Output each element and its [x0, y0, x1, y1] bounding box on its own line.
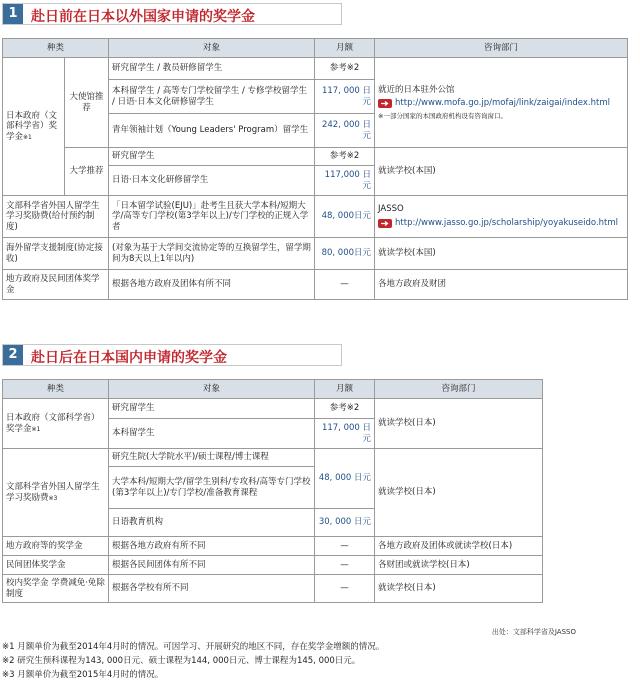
table-row — [3, 399, 543, 419]
gov-undergrad-target: 本科留学生 — [109, 419, 315, 449]
mext-contact: 就读学校(日本) — [375, 449, 543, 537]
table-row — [3, 196, 628, 238]
overseas-label: 海外留学支援制度(协定接收) — [3, 238, 109, 270]
overseas-amount: 80, 000日元 — [315, 238, 375, 270]
header-contact: 咨询部门 — [375, 380, 543, 399]
footnote-2: ※2 研究生预科课程为143, 000日元、硕士课程为144, 000日元、博士课程为145, 000日元。 — [2, 656, 361, 666]
embassy-link[interactable]: http://www.mofa.go.jp/mofaj/link/zaigai/index.html — [378, 98, 624, 109]
univ-label: 大学推荐 — [65, 148, 109, 196]
local-amount: — — [315, 270, 375, 300]
young-leaders-target: 青年领袖计划（Young Leaders' Program）留学生 — [109, 114, 315, 148]
section2-table — [2, 379, 543, 603]
school-label: 校内奖学金 学费减免·免除制度 — [3, 575, 109, 603]
section1-header — [2, 3, 342, 25]
table-row — [3, 238, 628, 270]
header-target: 对象 — [109, 39, 315, 58]
header-amount: 月额 — [315, 39, 375, 58]
table-row — [3, 449, 543, 467]
table-row — [3, 537, 543, 556]
undergrad-target: 本科留学生 / 高等专门学校留学生 / 专修学校留学生 / 日语·日本文化研修留学生 — [109, 80, 315, 114]
jasso-link[interactable]: http://www.jasso.go.jp/scholarship/yoyakuseido.html — [378, 218, 624, 229]
mext-label: 文部科学省外国人留学生学习奖励费(给付预约制度) — [3, 196, 109, 238]
univ-contact: 就读学校(本国) — [375, 148, 628, 196]
univ-jp-target: 日语·日本文化研修留学生 — [109, 166, 315, 196]
local-label: 地方政府等的奖学金 — [3, 537, 109, 556]
gov-research-target: 研究留学生 — [109, 399, 315, 419]
school-target: 根据各学校有所不同 — [109, 575, 315, 603]
research-amount: 参考※2 — [315, 58, 375, 80]
header-type: 种类 — [3, 380, 109, 399]
local-target: 根据各地方政府及团体有所不同 — [109, 270, 315, 300]
mext-undergrad-target: 大学本科/短期大学/留学生别科/专攻科/高等专门学校(第3学年以上)/专门学校/准备教育课程 — [109, 467, 315, 509]
section1-table — [2, 38, 628, 300]
overseas-target: (对象为基于大学间交流协定等的互换留学生，留学期间为8天以上1年以内) — [109, 238, 315, 270]
private-target: 根据各民间团体有所不同 — [109, 556, 315, 575]
header-amount: 月额 — [315, 380, 375, 399]
mext-target: 「日本留学试验(EJU)」赴考生且获大学本科/短期大学/高等专门学校(第3学年以上)/专门学校的正规入学者 — [109, 196, 315, 238]
gov-contact: 就读学校(日本) — [375, 399, 543, 449]
local-amount: — — [315, 537, 375, 556]
overseas-contact: 就读学校(本国) — [375, 238, 628, 270]
mext-grad-target: 研究生院(大学院水平)/硕士课程/博士课程 — [109, 449, 315, 467]
school-contact: 就读学校(日本) — [375, 575, 543, 603]
table-row — [3, 270, 628, 300]
local-contact: 各地方政府及团体或就读学校(日本) — [375, 537, 543, 556]
embassy-label: 大使馆推荐 — [65, 58, 109, 148]
local-target: 根据各地方政府有所不同 — [109, 537, 315, 556]
section2-title: 赴日后在日本国内申请的奖学金 — [31, 350, 227, 366]
section1-header-row — [3, 39, 628, 58]
gov-research-amount: 参考※2 — [315, 399, 375, 419]
section1-title: 赴日前在日本以外国家申请的奖学金 — [31, 9, 255, 25]
mext-amount: 48, 000日元 — [315, 196, 375, 238]
school-amount: — — [315, 575, 375, 603]
gov-scholarship-label: 日本政府（文部科学省）奖学金※1 — [3, 399, 109, 449]
local-label: 地方政府及民间团体奖学金 — [3, 270, 109, 300]
univ-jp-amount: 117,000 日元 — [315, 166, 375, 196]
table-row — [3, 58, 628, 80]
table-row — [3, 556, 543, 575]
undergrad-amount: 117, 000 日元 — [315, 80, 375, 114]
mext-amount: 48, 000 日元 — [315, 449, 375, 509]
header-type: 种类 — [3, 39, 109, 58]
univ-research-amount: 参考※2 — [315, 148, 375, 166]
mext-contact: JASSO http://www.jasso.go.jp/scholarship/yoyakuseido.html — [375, 196, 628, 238]
header-target: 对象 — [109, 380, 315, 399]
private-contact: 各财团或就读学校(日本) — [375, 556, 543, 575]
mext-jp-amount: 30, 000 日元 — [315, 509, 375, 537]
arrow-link-icon — [378, 219, 392, 228]
young-leaders-amount: 242, 000 日元 — [315, 114, 375, 148]
gov-scholarship-label: 日本政府（文部科学省）奖学金※1 — [3, 58, 65, 196]
private-label: 民间团体奖学金 — [3, 556, 109, 575]
local-contact: 各地方政府及财团 — [375, 270, 628, 300]
table-row — [3, 148, 628, 166]
section1-number: 1 — [3, 4, 23, 24]
section2-header-row — [3, 380, 543, 399]
footnote-1: ※1 月额单价为截至2014年4月时的情况。可因学习、开展研究的地区不同，存在奖学金增额的情况。 — [2, 642, 385, 652]
mext-label: 文部科学省外国人留学生学习奖励费※3 — [3, 449, 109, 537]
source-note: 出处：文部科学省及JASSO — [491, 628, 576, 636]
private-amount: — — [315, 556, 375, 575]
section2-number: 2 — [3, 345, 23, 365]
section2-header — [2, 344, 342, 366]
footnotes — [2, 640, 384, 682]
arrow-link-icon — [378, 99, 392, 108]
footnote-3: ※3 月额单价为截至2015年4月时的情况。 — [2, 670, 164, 680]
table-row — [3, 575, 543, 603]
research-target: 研究留学生 / 教员研修留学生 — [109, 58, 315, 80]
univ-research-target: 研究留学生 — [109, 148, 315, 166]
gov-undergrad-amount: 117, 000 日元 — [315, 419, 375, 449]
header-contact: 咨询部门 — [375, 39, 628, 58]
embassy-contact: 就近的日本驻外公馆 http://www.mofa.go.jp/mofaj/link/zaigai/index.html ※一部分国家的本国政府机构设有咨询窗口。 — [375, 58, 628, 148]
mext-jp-target: 日语教育机构 — [109, 509, 315, 537]
embassy-note: ※一部分国家的本国政府机构设有咨询窗口。 — [378, 112, 507, 121]
